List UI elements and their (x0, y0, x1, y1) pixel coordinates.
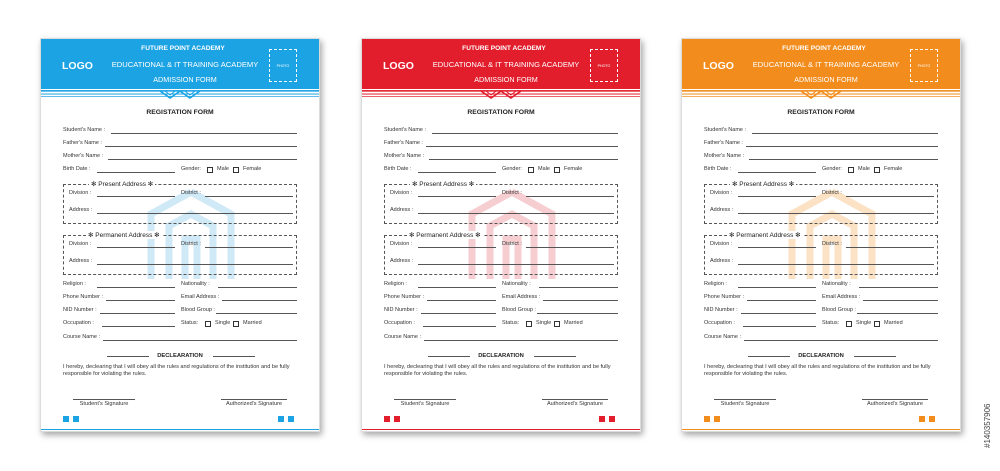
form-header (682, 39, 960, 89)
admission-form-red (361, 38, 641, 432)
birth-date-input[interactable] (738, 172, 816, 173)
male-checkbox[interactable] (848, 167, 854, 173)
married-label: Married (564, 320, 583, 326)
male-checkbox[interactable] (207, 167, 213, 173)
status-label: Status: (822, 320, 840, 326)
present-address-title: ✻ Present Address ✻ (412, 181, 475, 188)
academy-name: FUTURE POINT ACADEMY (782, 45, 866, 52)
email-input[interactable] (222, 300, 297, 301)
blood-input[interactable] (537, 313, 618, 314)
present-district-label: District : (502, 190, 522, 196)
single-label: Single (856, 320, 872, 326)
course-input[interactable] (103, 340, 297, 341)
occupation-label: Occupation : (63, 320, 94, 326)
single-label: Single (215, 320, 231, 326)
student-signature-label: Student's Signature (73, 399, 135, 407)
gender-label: Gender: (822, 166, 842, 172)
academy-name: FUTURE POINT ACADEMY (141, 45, 225, 52)
email-input[interactable] (863, 300, 938, 301)
student-name-label: Student's Name : (704, 127, 747, 133)
status-label: Status: (181, 320, 199, 326)
occupation-label: Occupation : (384, 320, 415, 326)
permanent-address-label: Address : (390, 258, 414, 264)
nid-label: NID Number : (63, 307, 97, 313)
present-address-input[interactable] (97, 213, 293, 214)
birth-date-input[interactable] (418, 172, 496, 173)
stock-id-label: #140357906 (983, 403, 992, 448)
religion-input[interactable] (97, 287, 175, 288)
occupation-label: Occupation : (704, 320, 735, 326)
father-name-label: Father's Name : (384, 140, 423, 146)
authorized-signature-label: Authorized's Signature (542, 399, 608, 407)
student-signature-label: Student's Signature (714, 399, 776, 407)
nationality-label: Nationality : (502, 281, 531, 287)
present-division-label: Division : (390, 190, 413, 196)
female-label: Female (243, 166, 262, 172)
mother-name-input[interactable] (749, 159, 938, 160)
course-label: Course Name : (63, 334, 100, 340)
present-division-input[interactable] (418, 196, 496, 197)
course-input[interactable] (424, 340, 618, 341)
permanent-address-title: ✻ Permanent Address ✻ (88, 232, 160, 239)
present-address-label: Address : (390, 207, 414, 213)
course-input[interactable] (744, 340, 938, 341)
permanent-address-input[interactable] (738, 264, 934, 265)
permanent-district-input[interactable] (846, 247, 934, 248)
footer-square-left-2 (394, 416, 400, 422)
student-name-input[interactable] (111, 133, 297, 134)
declaration-rule-right (854, 356, 896, 357)
phone-input[interactable] (106, 300, 175, 301)
blood-label: Blood Group : (822, 307, 856, 313)
permanent-address-box (63, 235, 297, 275)
permanent-district-input[interactable] (205, 247, 293, 248)
academy-subtitle: EDUCATIONAL & IT TRAINING ACADEMY (111, 60, 259, 69)
permanent-division-label: Division : (69, 241, 92, 247)
email-label: Email Address : (502, 294, 541, 300)
mother-name-label: Mother's Name : (63, 153, 104, 159)
footer-line (41, 429, 319, 430)
form-header (41, 39, 319, 89)
photo-placeholder: PHOTO (269, 49, 297, 82)
present-address-box (704, 184, 938, 224)
birth-date-label: Birth Date : (704, 166, 732, 172)
form-type-title: ADMISSION FORM (153, 75, 217, 84)
religion-input[interactable] (738, 287, 816, 288)
nid-label: NID Number : (384, 307, 418, 313)
female-label: Female (564, 166, 583, 172)
footer-square-right-1 (599, 416, 605, 422)
registration-title: REGISTATION FORM (146, 109, 214, 116)
present-division-label: Division : (69, 190, 92, 196)
nid-input[interactable] (421, 313, 496, 314)
father-name-label: Father's Name : (63, 140, 102, 146)
email-label: Email Address : (822, 294, 861, 300)
footer-square-left-1 (704, 416, 710, 422)
single-checkbox[interactable] (526, 321, 532, 327)
mother-name-label: Mother's Name : (384, 153, 425, 159)
course-label: Course Name : (384, 334, 421, 340)
mother-name-input[interactable] (429, 159, 618, 160)
male-label: Male (538, 166, 550, 172)
nationality-input[interactable] (859, 287, 938, 288)
admission-form-blue (40, 38, 320, 432)
permanent-address-input[interactable] (97, 264, 293, 265)
permanent-division-label: Division : (710, 241, 733, 247)
permanent-division-input[interactable] (738, 247, 816, 248)
blood-input[interactable] (857, 313, 938, 314)
blood-label: Blood Group : (502, 307, 536, 313)
footer-square-left-2 (73, 416, 79, 422)
permanent-division-label: Division : (390, 241, 413, 247)
birth-date-label: Birth Date : (63, 166, 91, 172)
declaration-text: I hereby, declearing that I will obey all the rules and regulations of the institution and be fully responsible for violating the rules. (384, 364, 611, 378)
photo-placeholder: PHOTO (590, 49, 618, 82)
nationality-label: Nationality : (822, 281, 851, 287)
declaration-title: DECLEARATION (157, 353, 203, 359)
permanent-address-box (384, 235, 618, 275)
female-checkbox[interactable] (233, 167, 239, 173)
registration-title: REGISTATION FORM (467, 109, 535, 116)
student-name-label: Student's Name : (63, 127, 106, 133)
present-address-input[interactable] (418, 213, 614, 214)
form-type-title: ADMISSION FORM (794, 75, 858, 84)
declaration-rule-right (213, 356, 255, 357)
permanent-division-input[interactable] (418, 247, 496, 248)
phone-label: Phone Number : (63, 294, 104, 300)
permanent-address-title: ✻ Permanent Address ✻ (729, 232, 801, 239)
nationality-input[interactable] (539, 287, 618, 288)
birth-date-input[interactable] (97, 172, 175, 173)
permanent-address-label: Address : (69, 258, 93, 264)
header-ornament-icon (41, 89, 319, 109)
father-name-label: Father's Name : (704, 140, 743, 146)
mother-name-input[interactable] (108, 159, 297, 160)
nid-input[interactable] (100, 313, 175, 314)
present-division-label: Division : (710, 190, 733, 196)
permanent-address-label: Address : (710, 258, 734, 264)
declaration-rule-right (534, 356, 576, 357)
religion-label: Religion : (63, 281, 86, 287)
present-address-box (384, 184, 618, 224)
blood-input[interactable] (216, 313, 297, 314)
single-label: Single (536, 320, 552, 326)
nid-label: NID Number : (704, 307, 738, 313)
permanent-address-box (704, 235, 938, 275)
footer-square-right-1 (278, 416, 284, 422)
father-name-input[interactable] (426, 146, 618, 147)
course-label: Course Name : (704, 334, 741, 340)
married-checkbox[interactable] (233, 321, 239, 327)
declaration-title: DECLEARATION (478, 353, 524, 359)
declaration-title: DECLEARATION (798, 353, 844, 359)
footer-square-left-1 (384, 416, 390, 422)
female-checkbox[interactable] (554, 167, 560, 173)
footer-square-right-1 (919, 416, 925, 422)
student-name-label: Student's Name : (384, 127, 427, 133)
declaration-text: I hereby, declearing that I will obey all the rules and regulations of the institution and be fully responsible for violating the rules. (63, 364, 290, 378)
female-checkbox[interactable] (874, 167, 880, 173)
present-address-title: ✻ Present Address ✻ (732, 181, 795, 188)
religion-input[interactable] (418, 287, 496, 288)
present-address-label: Address : (69, 207, 93, 213)
present-address-input[interactable] (738, 213, 934, 214)
photo-placeholder: PHOTO (910, 49, 938, 82)
footer-square-left-2 (714, 416, 720, 422)
single-checkbox[interactable] (846, 321, 852, 327)
footer-square-right-2 (929, 416, 935, 422)
phone-input[interactable] (747, 300, 816, 301)
male-label: Male (858, 166, 870, 172)
permanent-address-title: ✻ Permanent Address ✻ (409, 232, 481, 239)
authorized-signature-label: Authorized's Signature (221, 399, 287, 407)
phone-label: Phone Number : (704, 294, 745, 300)
gender-label: Gender: (181, 166, 201, 172)
admission-form-orange (681, 38, 961, 432)
registration-title: REGISTATION FORM (787, 109, 855, 116)
logo-text: LOGO (62, 60, 93, 72)
permanent-district-label: District : (822, 241, 842, 247)
student-name-input[interactable] (752, 133, 938, 134)
header-ornament-icon (362, 89, 640, 109)
married-label: Married (884, 320, 903, 326)
religion-label: Religion : (704, 281, 727, 287)
permanent-division-input[interactable] (97, 247, 175, 248)
permanent-district-label: District : (181, 241, 201, 247)
married-checkbox[interactable] (554, 321, 560, 327)
present-address-box (63, 184, 297, 224)
logo-text: LOGO (703, 60, 734, 72)
present-district-input[interactable] (846, 196, 934, 197)
male-checkbox[interactable] (528, 167, 534, 173)
header-ornament-icon (682, 89, 960, 109)
present-division-input[interactable] (738, 196, 816, 197)
declaration-text: I hereby, declearing that I will obey all the rules and regulations of the institution and be fully responsible for violating the rules. (704, 364, 931, 378)
logo-text: LOGO (383, 60, 414, 72)
mother-name-label: Mother's Name : (704, 153, 745, 159)
birth-date-label: Birth Date : (384, 166, 412, 172)
student-name-input[interactable] (432, 133, 618, 134)
footer-square-right-2 (288, 416, 294, 422)
married-checkbox[interactable] (874, 321, 880, 327)
present-address-title: ✻ Present Address ✻ (91, 181, 154, 188)
single-checkbox[interactable] (205, 321, 211, 327)
female-label: Female (884, 166, 903, 172)
form-header (362, 39, 640, 89)
present-district-label: District : (181, 190, 201, 196)
male-label: Male (217, 166, 229, 172)
religion-label: Religion : (384, 281, 407, 287)
married-label: Married (243, 320, 262, 326)
nationality-label: Nationality : (181, 281, 210, 287)
occupation-input[interactable] (423, 326, 496, 327)
gender-label: Gender: (502, 166, 522, 172)
nid-input[interactable] (741, 313, 816, 314)
phone-label: Phone Number : (384, 294, 425, 300)
student-signature-label: Student's Signature (394, 399, 456, 407)
academy-subtitle: EDUCATIONAL & IT TRAINING ACADEMY (752, 60, 900, 69)
permanent-district-input[interactable] (526, 247, 614, 248)
academy-subtitle: EDUCATIONAL & IT TRAINING ACADEMY (432, 60, 580, 69)
father-name-input[interactable] (746, 146, 938, 147)
footer-line (682, 429, 960, 430)
form-type-title: ADMISSION FORM (474, 75, 538, 84)
present-district-input[interactable] (526, 196, 614, 197)
email-label: Email Address : (181, 294, 220, 300)
blood-label: Blood Group : (181, 307, 215, 313)
phone-input[interactable] (427, 300, 496, 301)
father-name-input[interactable] (105, 146, 297, 147)
present-division-input[interactable] (97, 196, 175, 197)
footer-square-left-1 (63, 416, 69, 422)
footer-square-right-2 (609, 416, 615, 422)
present-district-input[interactable] (205, 196, 293, 197)
footer-line (362, 429, 640, 430)
permanent-address-input[interactable] (418, 264, 614, 265)
present-district-label: District : (822, 190, 842, 196)
authorized-signature-label: Authorized's Signature (862, 399, 928, 407)
occupation-input[interactable] (102, 326, 175, 327)
permanent-district-label: District : (502, 241, 522, 247)
occupation-input[interactable] (743, 326, 816, 327)
academy-name: FUTURE POINT ACADEMY (462, 45, 546, 52)
status-label: Status: (502, 320, 520, 326)
nationality-input[interactable] (218, 287, 297, 288)
email-input[interactable] (543, 300, 618, 301)
present-address-label: Address : (710, 207, 734, 213)
